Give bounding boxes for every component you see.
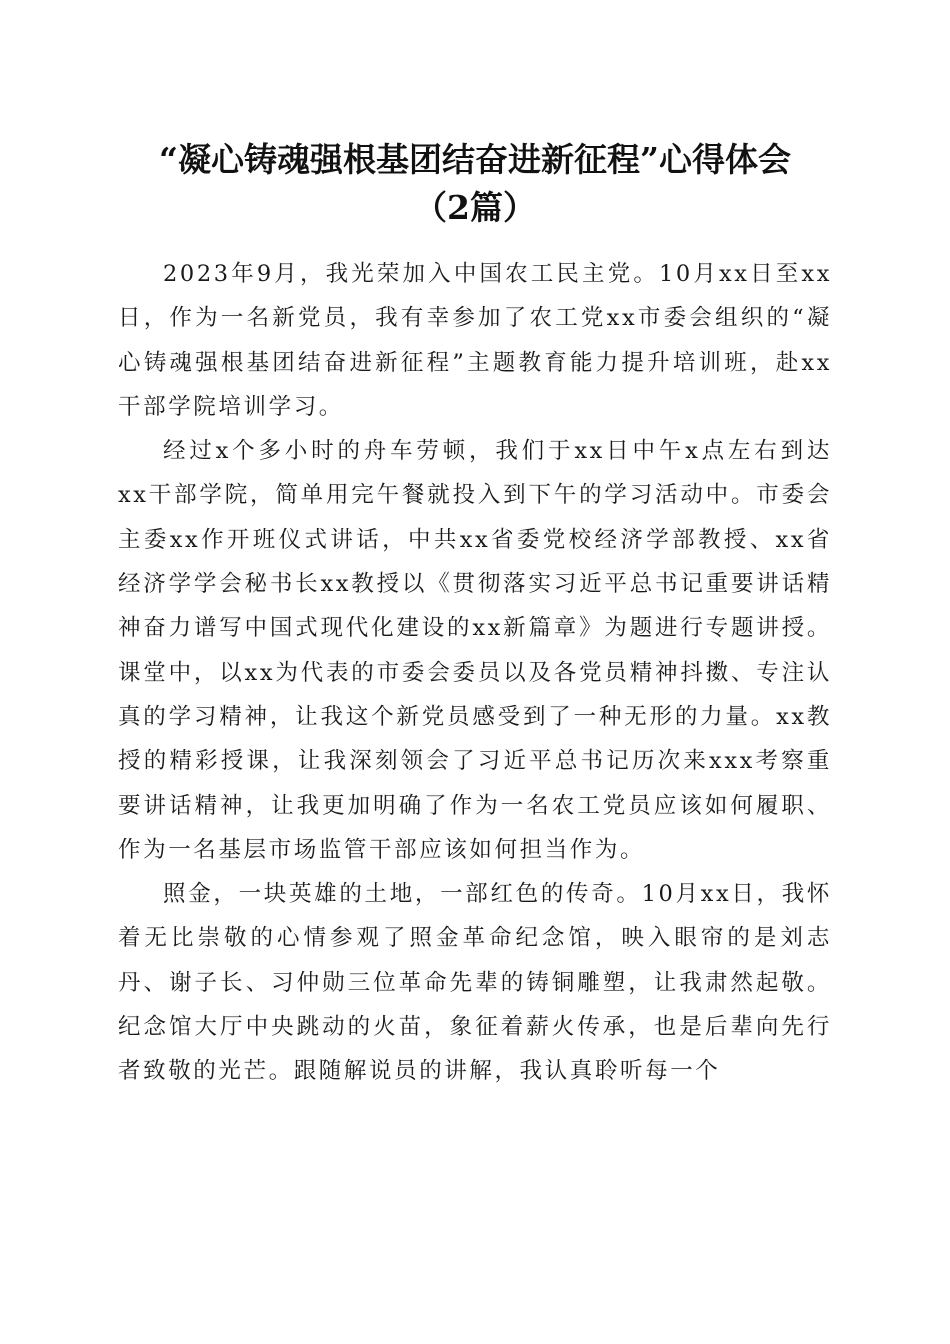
title-line-count: （2篇）	[414, 188, 536, 227]
document-title	[0, 136, 950, 232]
paragraph-1: 2023年9月，我光荣加入中国农工民主党。10月xx日至xx日，作为一名新党员，我有幸参加了农工党xx市委会组织的“凝心铸魂强根基团结奋进新征程”主题教育能力提升培训班，赴xx干部学院培训学习。	[118, 261, 832, 420]
paragraph-2: 经过x个多小时的舟车劳顿，我们于xx日中午x点左右到达xx干部学院，简单用完午餐就投入到下午的学习活动中。市委会主委xx作开班仪式讲话，中共xx省委党校经济学部教授、xx省经济学学会秘书长xx教授以《贯彻落实习近平总书记重要讲话精神奋力谱写中国式现代化建设的xx新篇章》为题进行专题讲授。课堂中，以xx为代表的市委会委员以及各党员精神抖擞、专注认真的学习精神，让我这个新党员感受到了一种无形的力量。xx教授的精彩授课，让我深刻领会了习近平总书记历次来xxx考察重要讲话精神，让我更加明确了作为一名农工党员应该如何履职、作为一名基层市场监管干部应该如何担当作为。	[118, 438, 832, 863]
paragraph-3: 照金，一块英雄的土地，一部红色的传奇。10月xx日，我怀着无比崇敬的心情参观了照金革命纪念馆，映入眼帘的是刘志丹、谢子长、习仲勋三位革命先辈的铸铜雕塑，让我肃然起敬。纪念馆大厅中央跳动的火苗，象征着薪火传承，也是后辈向先行者致敬的光芒。跟随解说员的讲解，我认真聆听每一个	[118, 881, 832, 1085]
document-body	[118, 252, 832, 1094]
title-line-main: “凝心铸魂强根基团结奋进新征程”心得体会	[159, 140, 791, 179]
